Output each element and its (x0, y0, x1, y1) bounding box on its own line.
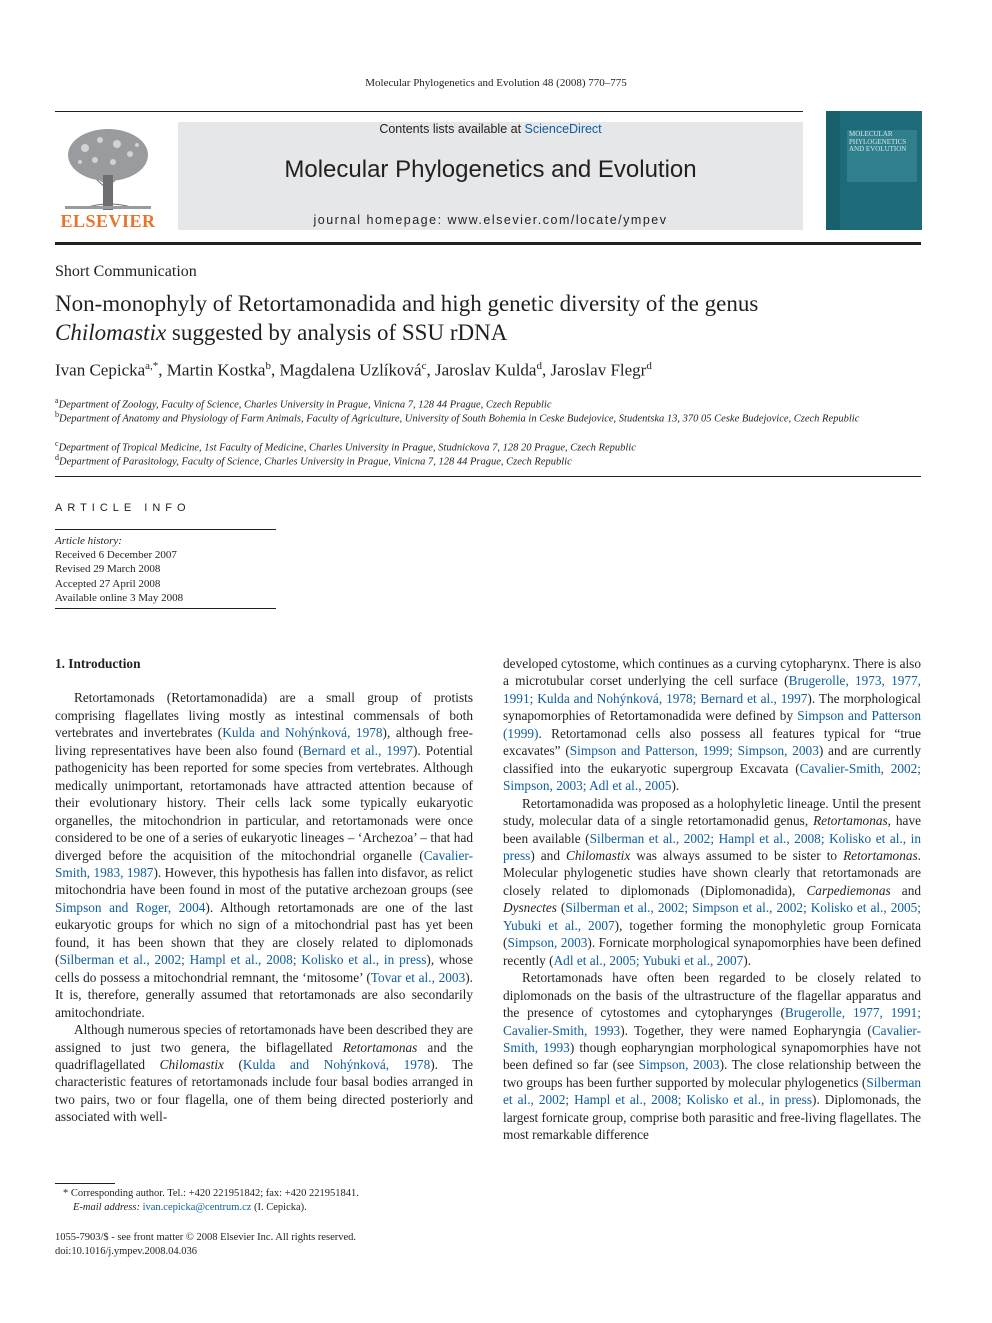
paragraph: Although numerous species of retortamonads have been described they are assigned to just two genera, the biflagellated Retortamonas and the quadriflagellated Chilomastix (Kulda and Nohýnková, 1978). The characteristic features of retortamonads include four basal bodies arranged in two pairs, two or four flagella, one of them being directed posteriorly and associated with well- (55, 1022, 474, 1125)
email-link[interactable]: ivan.cepicka@centrum.cz (142, 1202, 252, 1213)
author-sup: b (265, 360, 271, 372)
footnote (55, 1187, 473, 1215)
history-received: Received 6 December 2007 (55, 549, 177, 562)
citation-link[interactable]: Simpson and Patterson, 1999; Simpson, 2003 (569, 743, 819, 759)
citation-link[interactable]: Bernard et al., 1997 (302, 742, 413, 758)
affiliation (55, 451, 921, 470)
email-line (55, 1201, 473, 1215)
citation-link[interactable]: Tovar et al., 2003 (370, 969, 466, 985)
citation-link[interactable]: Simpson, 2003 (638, 1057, 720, 1073)
email-label: E-mail address: (73, 1202, 140, 1213)
article-info-heading: ARTICLE INFO (55, 502, 191, 514)
affiliation-text: Department of Parasitology, Faculty of Science, Charles University in Prague, Vinicna 7, 128 44 Prague, Czech Republic (59, 456, 572, 468)
citation-link[interactable]: Simpson, 2003 (507, 935, 588, 951)
affiliation-text: Department of Tropical Medicine, 1st Faculty of Medicine, Charles University in Prague, Studnickova 7, 128 20 Prague, Czech Republic (58, 442, 636, 454)
section-heading: 1. Introduction (55, 656, 141, 671)
doi-line[interactable]: doi:10.1016/j.ympev.2008.04.036 (55, 1246, 197, 1257)
cover-title: MOLECULAR PHYLOGENETICS AND EVOLUTION (849, 130, 907, 153)
history-revised: Revised 29 March 2008 (55, 563, 161, 576)
citation-link[interactable]: Silberman et al., 2002; Hampl et al., 2008; Kolisko et al., in press (503, 830, 921, 863)
author-sup: c (421, 360, 427, 372)
citation-link[interactable]: Brugerolle, 1977, 1991; Cavalier-Smith, 1993 (503, 1005, 921, 1038)
header-rule (55, 111, 803, 112)
header-thick-rule (55, 242, 921, 245)
author-name[interactable]: Ivan Cepicka (55, 360, 146, 380)
elsevier-wordmark: ELSEVIER (60, 211, 156, 231)
section-label: Short Communication (55, 263, 197, 280)
affiliation-text: Department of Anatomy and Physiology of Farm Animals, Faculty of Agriculture, University of South Bohemia in Ceske Budejovice, Studentska 13, 370 05 Ceske Budejovice, Czech Republic (59, 413, 860, 425)
corresponding-author-note: * Corresponding author. Tel.: +420 221951842; fax: +420 221951841. (63, 1188, 359, 1199)
citation-link[interactable]: Simpson and Roger, 2004 (55, 899, 206, 915)
paragraph: developed cytostome, which continues as a curving cytopharynx. There is also a microtubular corset underlying the cell surface (Brugerolle, 1973, 1977, 1991; Kulda and Nohýnková, 1978; Bernard et al., 1997). The morphological synapomorphies of Retortamonadida were defined by Simpson and Patterson (1999). Retortamonad cells also possess all features typical for “true excavates” (Simpson and Patterson, 1999; Simpson, 2003) and are currently classified into the eukaryotic supergroup Excavata (Cavalier-Smith, 2002; Simpson, 2003; Adl et al., 2005). (503, 656, 922, 794)
author-name[interactable]: Jaroslav Flegr (550, 360, 647, 380)
citation-link[interactable]: Cavalier-Smith, 2002; Simpson, 2003; Adl et al., 2005 (503, 760, 922, 794)
footnote-rule (55, 1183, 115, 1184)
copyright-block (55, 1231, 356, 1259)
citation-link[interactable]: Cavalier-Smith, 1993 (503, 1022, 922, 1055)
citation-link[interactable]: Brugerolle, 1973, 1977, 1991; Kulda and Nohýnková, 1978; Bernard et al., 1997 (503, 673, 921, 706)
journal-homepage[interactable]: journal homepage: www.elsevier.com/locate/ympev (313, 213, 668, 227)
affiliation-sup: c (55, 439, 59, 448)
affiliation (55, 408, 921, 427)
affiliation-sup: b (55, 410, 59, 419)
article-info-rule (55, 529, 276, 530)
article-history (55, 534, 183, 605)
affiliation-text: Department of Zoology, Faculty of Science, Charles University in Prague, Vinicna 7, 128 44 Prague, Czech Republic (58, 399, 552, 411)
author-list: Ivan Cepicka$^{a,*}$, Martin Kostka$^b$, Magdalena Uzlíková$^c$, Jaroslav Kulda$^d$, Jaroslav Flegr$^d$ (55, 360, 652, 380)
author-name[interactable]: Martin Kostka (166, 360, 266, 380)
journal-cover-image (826, 111, 922, 230)
article-title (55, 289, 921, 347)
journal-title: Molecular Phylogenetics and Evolution (284, 156, 697, 183)
author-name[interactable]: Magdalena Uzlíková (279, 360, 422, 380)
citation-link[interactable]: Adl et al., 2005; Yubuki et al., 2007 (553, 952, 744, 968)
body-column-left (55, 655, 473, 1126)
paragraph: Retortamonadida was proposed as a holophyletic lineage. Until the present study, molecular data of a single retortamonadid genus, Retortamonas, have been available (Silberman et al., 2002; Hampl et al., 2008; Kolisko et al., in press) and Chilomastix was always assumed to be sister to Retortamonas. Molecular phylogenetic studies have shown clearly that retortamonads are closely related to diplomonads (Diplomonadida), Carpediemonas and Dysnectes (Silberman et al., 2002; Simpson et al., 2002; Kolisko et al., 2005; Yubuki et al., 2007), together forming the monophyletic group Fornicata (Simpson, 2003). Fornicate morphological synapomorphies have been defined recently (Adl et al., 2005; Yubuki et al., 2007). (503, 795, 922, 968)
history-accepted: Accepted 27 April 2008 (55, 577, 161, 590)
citation-link[interactable]: Kulda and Nohýnková, 1978 (242, 1056, 431, 1072)
author-sup: d (536, 360, 542, 372)
affiliation-rule (55, 476, 921, 477)
title-line1: Non-monophyly of Retortamonadida and high genetic diversity of the genus (55, 291, 759, 316)
paragraph: Retortamonads have often been regarded to be closely related to diplomonads on the basis of the ultrastructure of the flagellar apparatus and the presence of cytostomes and cytopharynges (Brugerolle, 1977, 1991; Cavalier-Smith, 1993). Together, they were named Eopharyngia (Cavalier-Smith, 1993) though eopharyngian morphological synapomorphies have not been defined so far (see Simpson, 2003). The close relationship between the two groups has been further supported by molecular phylogenetics (Silberman et al., 2002; Hampl et al., 2008; Kolisko et al., in press). Diplomonads, the largest fornicate group, comprise both parasitic and free-living flagellates. The most remarkable difference (503, 970, 922, 1143)
article-info-rule-bottom (55, 608, 276, 609)
contents-prefix: Contents lists available at (379, 122, 522, 136)
body-column-right (503, 655, 921, 1144)
title-genus: Chilomastix (55, 320, 167, 345)
cover-strip (826, 111, 840, 230)
citation-link[interactable]: Silberman et al., 2002; Hampl et al., 2008; Kolisko et al., in press (59, 952, 427, 968)
affiliation-sup: a (55, 396, 59, 405)
citation-link[interactable]: Simpson and Patterson (1999) (503, 708, 921, 741)
citation-link[interactable]: Kulda and Nohýnková, 1978 (222, 725, 383, 741)
copyright-line: 1055-7903/$ - see front matter © 2008 Elsevier Inc. All rights reserved. (55, 1232, 357, 1243)
citation-link[interactable]: Cavalier-Smith, 1983, 1987 (55, 847, 473, 880)
sciencedirect-link[interactable]: ScienceDirect (524, 122, 602, 136)
affiliation-sup: d (55, 453, 59, 462)
history-online: Available online 3 May 2008 (55, 591, 184, 604)
author-sup: a,* (145, 360, 159, 372)
history-label: Article history: (55, 535, 122, 547)
citation-link[interactable]: Silberman et al., 2002; Hampl et al., 2008; Kolisko et al., in press (503, 1074, 921, 1108)
title-line2: suggested by analysis of SSU rDNA (166, 320, 508, 345)
citation-link[interactable]: Silberman et al., 2002; Simpson et al., 2002; Kolisko et al., 2005; Yubuki et al., 2007 (503, 900, 921, 933)
author-sup: d (646, 360, 652, 372)
running-head: Molecular Phylogenetics and Evolution 48 (2008) 770–775 (365, 77, 627, 89)
contents-line (178, 122, 803, 136)
paragraph: Retortamonads (Retortamonadida) are a small group of protists comprising flagellates living mostly as intestinal commensals of both vertebrates and invertebrates (Kulda and Nohýnková, 1978), although free-living representatives have been also found (Bernard et al., 1997). Potential pathogenicity has been reported for some species from vertebrates. Although medically unimportant, retortamonads have attracted attention because of their evolutionary history. Their cells lack some typically eukaryotic organelles, the mitochondrion in particular, and retortamonads were once considered to be one of a series of eukaryotic lineages – ‘Archezoa’ – that had diverged before the acquisition of the mitochondrial organelle (Cavalier-Smith, 1983, 1987). However, this hypothesis has fallen into disfavor, as relict mitochondria have been found in most of the putative archezoan groups (see Simpson and Roger, 2004). Although retortamonads are one of the last eukaryotic groups for which no sign of a mitochondrial past has yet been found, it has been shown that they are closely related to diplomonads (Silberman et al., 2002; Hampl et al., 2008; Kolisko et al., in press), whose cells do possess a mitochondrial remnant, the ‘mitosome’ (Tovar et al., 2003). It is, therefore, generally assumed that retortamonads are also secondarily amitochondriate. (55, 690, 473, 1020)
author-name[interactable]: Jaroslav Kulda (434, 360, 537, 380)
email-suffix: (I. Cepicka). (251, 1202, 307, 1213)
